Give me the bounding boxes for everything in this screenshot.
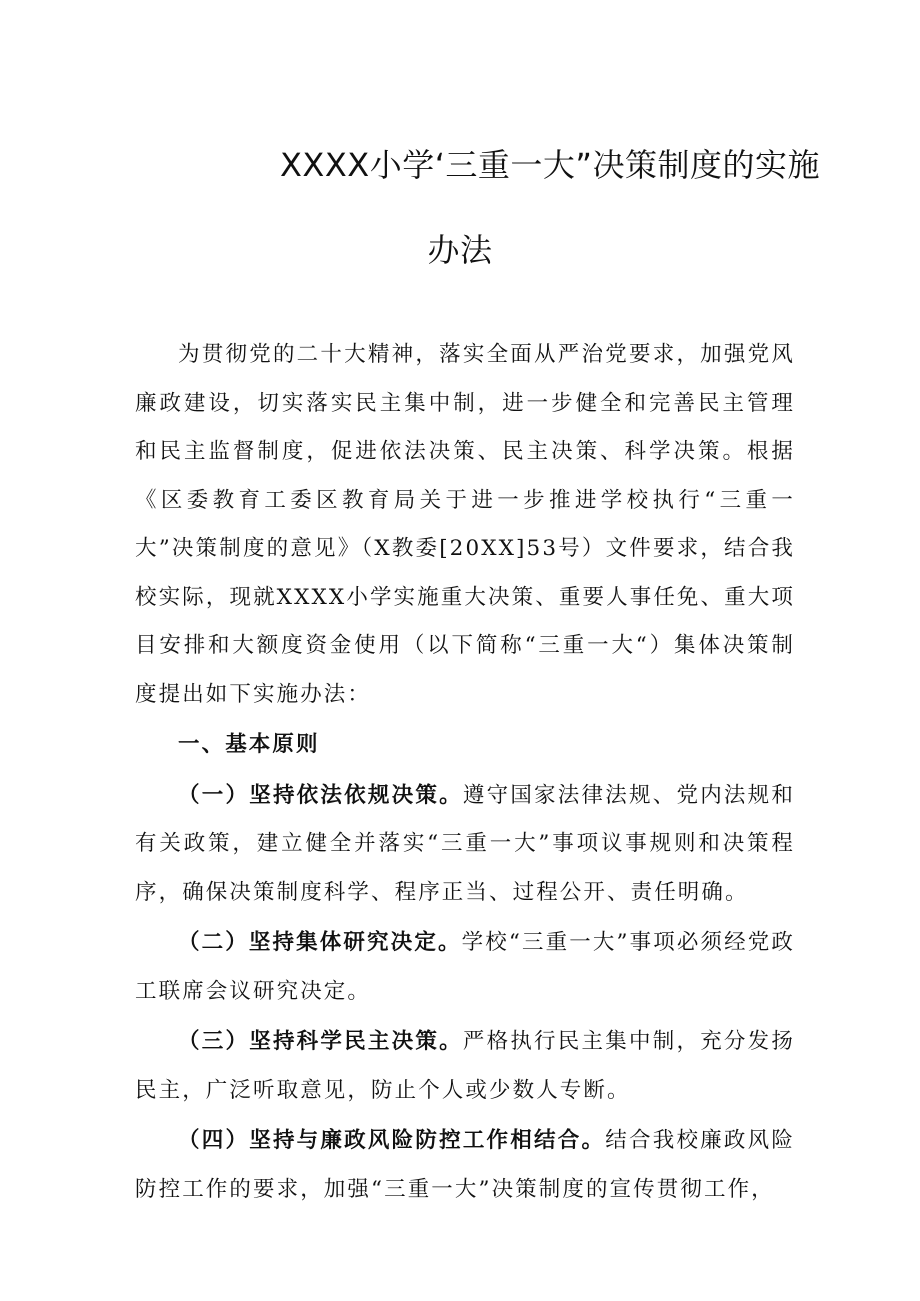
principle-3-text: 严格执行民主集中制，充分发扬民主，广泛听取意见，防止个人或少数人专断。: [135, 1029, 796, 1103]
principle-1-lead: （一）坚持依法依规决策。: [178, 782, 463, 808]
principle-paragraph-2: [135, 919, 795, 1016]
intro-paragraph: 为贯彻党的二十大精神，落实全面从严治党要求，加强党风廉政建设，切实落实民主集中制，进一步健全和完善民主管理和民主监督制度，促进依法决策、民主决策、科学决策。根据《区委教育工委区教育局关于进一步推进学校执行“三重一大”决策制度的意见》（X教委[20XX]53号）文件要求，结合我校实际，现就XXXX小学实施重大决策、重要人事任免、重大项目安排和大额度资金使用（以下简称“三重一大“）集体决策制度提出如下实施办法：: [135, 342, 795, 707]
principle-2-lead: （二）坚持集体研究决定。: [178, 930, 462, 955]
principle-3-lead: （三）坚持科学民主决策。: [178, 1029, 463, 1054]
principle-2-text: 学校“三重一大”事项必须经党政工联席会议研究决定。: [135, 930, 795, 1004]
principle-4-lead: （四）坚持与廉政风险防控工作相结合。: [178, 1128, 606, 1153]
principle-4-text: 结合我校廉政风险防控工作的要求，加强“三重一大”决策制度的宣传贯彻工作，: [135, 1128, 795, 1202]
document-title-line1: XXXX小学‘三重一大”决策制度的实施: [280, 146, 820, 184]
document-title-line2: 办法: [427, 231, 493, 269]
document-body: [135, 331, 795, 1214]
principle-paragraph-3: [135, 1018, 795, 1115]
section-heading-basic-principles: 一、基本原则: [178, 732, 320, 757]
principle-1-text: 遵守国家法律法规、党内法规和有关政策，建立健全并落实“三重一大”事项议事规则和决策程序，确保决策制度科学、程序正当、过程公开、责任明确。: [135, 782, 796, 905]
principle-paragraph-1: [135, 772, 795, 918]
principle-paragraph-4: [135, 1117, 795, 1214]
